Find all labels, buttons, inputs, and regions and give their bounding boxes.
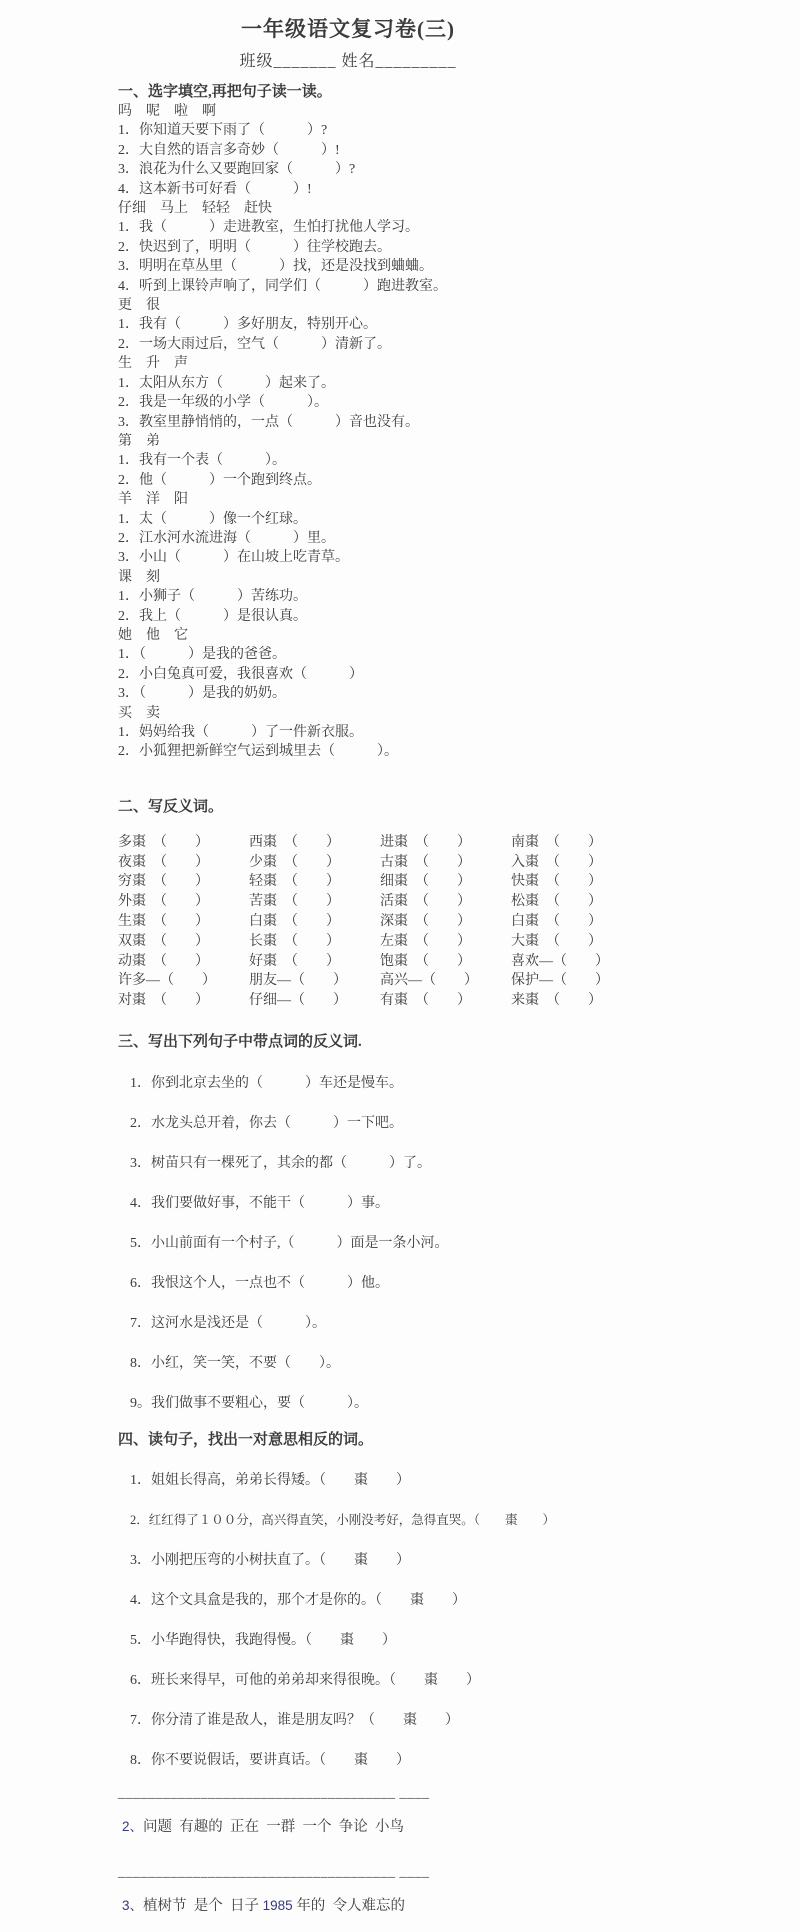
fill-blank-line: 1．我有（ ）多好朋友，特别开心。 xyxy=(118,317,377,333)
fill-blank-line: 1．太（ ）像一个红球。 xyxy=(118,511,307,527)
word-list: 问题 有趣的 正在 一群 一个 争论 小鸟 xyxy=(143,1818,405,1835)
antonym-cell: 白棗 （ ） xyxy=(511,914,602,929)
fill-blank-line: 1．我有一个表（ ）。 xyxy=(118,453,286,469)
fill-blank-line: 1．你知道天要下雨了（ ）? xyxy=(118,123,328,139)
fill-blank-line: 1．妈妈给我（ ）了一件新衣服。 xyxy=(118,725,363,740)
antonym-cell: 好棗 （ ） xyxy=(249,953,340,969)
antonym-cell: 穷棗 （ ） xyxy=(118,874,209,890)
antonym-cell: 细棗 （ ） xyxy=(380,874,471,890)
fill-blank-line: 4．这本新书可好看（ ）! xyxy=(118,181,312,197)
fill-blank-line: 买 卖 xyxy=(118,705,160,721)
fill-blank-line: 3．（ ）是我的奶奶。 xyxy=(118,686,286,702)
sentence-item: 7．你分清了谁是敌人，谁是朋友吗？（ 棗 ） xyxy=(130,1712,459,1728)
sentence-item: 8．你不要说假话，要讲真话。（ 棗 ） xyxy=(130,1752,410,1768)
item-number: 3、 xyxy=(122,1897,144,1913)
antonym-cell: 轻棗 （ ） xyxy=(249,874,340,890)
fill-blank-line: 2．小白兔真可爱，我很喜欢（ ） xyxy=(118,666,363,682)
worksheet-header xyxy=(118,16,578,72)
antonym-cell: 高兴—（ ） xyxy=(380,973,478,989)
fill-blank-line: 4．听到上课铃声响了，同学们（ ）跑进教室。 xyxy=(118,278,447,294)
sentence-item: 6．我恨这个人，一点也不（ ）他。 xyxy=(130,1275,389,1291)
antonym-cell: 许多—（ ） xyxy=(118,973,216,989)
antonym-cell: 松棗 （ ） xyxy=(511,894,602,910)
antonym-cell: 古棗 （ ） xyxy=(380,854,471,870)
fill-blank-line: 2．一场大雨过后，空气（ ）清新了。 xyxy=(118,336,391,352)
section-1-lines xyxy=(118,102,744,762)
word-list: 年的 令人难忘的 xyxy=(292,1897,406,1914)
fill-blank-line: 2．大自然的语言多奇妙（ ）! xyxy=(118,142,340,158)
year-value: 1985 xyxy=(262,1897,293,1913)
sentence-item: 3．树苗只有一棵死了，其余的都（ ）了。 xyxy=(130,1155,431,1171)
section-3-heading: 三、写出下列句子中带点词的反义词. xyxy=(118,1033,362,1050)
fill-blank-line: 3．小山（ ）在山坡上吃青草。 xyxy=(118,550,349,566)
antonym-cell: 少棗 （ ） xyxy=(249,854,340,870)
fill-blank-line: 生 升 声 xyxy=(118,356,188,372)
antonym-cell: 快棗 （ ） xyxy=(511,874,602,890)
section-2-heading: 二、写反义词。 xyxy=(118,798,224,815)
fill-blank-line: 2．江水河水流进海（ ）里。 xyxy=(118,530,335,546)
fill-blank-line: 1．小狮子（ ）苦练功。 xyxy=(118,589,307,605)
fill-blank-line: 1．我（ ）走进教室，生怕打扰他人学习。 xyxy=(118,220,419,236)
antonym-cell: 动棗 （ ） xyxy=(118,953,209,969)
antonym-cell: 大棗 （ ） xyxy=(511,933,602,949)
sentence-item: 4．这个文具盒是我的，那个才是你的。（ 棗 ） xyxy=(130,1592,466,1608)
sentence-item: 2．红红得了１００分，高兴得直笑，小刚没考好，急得直哭。（ 棗 ） xyxy=(130,1512,556,1527)
fill-blank-line: 3．教室里静悄悄的，一点（ ）音也没有。 xyxy=(118,414,419,430)
section-3-items xyxy=(118,1074,744,1413)
antonym-cell: 西棗 （ ） xyxy=(249,834,340,850)
fill-blank-line: 2．我是一年级的小学（ ）。 xyxy=(118,395,328,411)
antonym-cell: 活棗 （ ） xyxy=(380,894,471,910)
answer-underline: _____________________________________ ____ xyxy=(118,1864,430,1880)
antonym-cell: 南棗 （ ） xyxy=(511,834,602,850)
antonym-cell: 对棗 （ ） xyxy=(118,993,209,1009)
fill-blank-line: 1．太阳从东方（ ）起来了。 xyxy=(118,375,335,391)
answer-underline: _____________________________________ ____ xyxy=(118,1785,430,1801)
section-4-opposite-word-pairs xyxy=(118,1431,744,1770)
antonym-grid xyxy=(118,833,744,1011)
antonym-cell: 入棗 （ ） xyxy=(511,854,602,870)
antonym-cell: 外棗 （ ） xyxy=(118,894,209,910)
sentence-item: 2．水龙头总开着，你去（ ）一下吧。 xyxy=(130,1115,403,1131)
sentence-item: 8．小红，笑一笑，不要（ ）。 xyxy=(130,1355,340,1371)
fill-blank-line: 3．浪花为什么又要跑回家（ ）? xyxy=(118,162,356,178)
antonym-cell: 保护—（ ） xyxy=(511,973,609,989)
sentence-item: 1．姐姐长得高，弟弟长得矮。（ 棗 ） xyxy=(130,1472,410,1488)
word-arrange-line-3 xyxy=(118,1896,744,1916)
sentence-item: 6．班长来得早，可他的弟弟却来得很晚。（ 棗 ） xyxy=(130,1672,480,1688)
antonym-cell: 长棗 （ ） xyxy=(249,933,340,949)
antonym-cell: 朋友—（ ） xyxy=(249,973,347,989)
fill-blank-line: 仔细 马上 轻轻 赶快 xyxy=(118,201,272,217)
fill-blank-line: 2．小狐狸把新鲜空气运到城里去（ ）。 xyxy=(118,744,398,760)
fill-blank-line: 吗 呢 啦 啊 xyxy=(118,104,216,119)
fill-blank-line: 3．明明在草丛里（ ）找，还是没找到蛐蛐。 xyxy=(118,259,433,275)
sentence-item: 5．小山前面有一个村子,（ ）面是一条小河。 xyxy=(130,1235,449,1251)
section-1-heading: 一、选字填空,再把句子读一读。 xyxy=(118,84,332,100)
word-list: 植树节 是个 日子 xyxy=(143,1897,263,1914)
section-1-fill-in-characters xyxy=(118,83,744,762)
antonym-cell: 来棗 （ ） xyxy=(511,993,602,1009)
word-arrange-line-2 xyxy=(118,1817,744,1837)
antonym-cell: 深棗 （ ） xyxy=(380,914,471,929)
fill-blank-line: 2．快迟到了，明明（ ）往学校跑去。 xyxy=(118,239,391,255)
section-2-antonyms xyxy=(118,798,744,1011)
antonym-cell: 饱棗 （ ） xyxy=(380,953,471,969)
sentence-item: 1．你到北京去坐的（ ）车还是慢车。 xyxy=(130,1075,403,1091)
antonym-cell: 进棗 （ ） xyxy=(380,834,471,850)
fill-blank-line: 2．我上（ ）是很认真。 xyxy=(118,608,307,624)
antonym-cell: 生棗 （ ） xyxy=(118,914,209,929)
fill-blank-line: 2．他（ ）一个跑到终点。 xyxy=(118,472,321,488)
antonym-cell: 仔细—（ ） xyxy=(249,993,347,1009)
antonym-cell: 夜棗 （ ） xyxy=(118,854,209,870)
antonym-cell: 喜欢—（ ） xyxy=(511,953,609,969)
fill-blank-line: 羊 洋 阳 xyxy=(118,492,188,508)
fill-blank-line: 第 弟 xyxy=(118,433,160,449)
antonym-cell: 白棗 （ ） xyxy=(249,914,340,929)
sentence-item: 3．小刚把压弯的小树扶直了。（ 棗 ） xyxy=(130,1552,410,1568)
sentence-item: 5．小华跑得快，我跑得慢。（ 棗 ） xyxy=(130,1632,396,1648)
antonym-cell: 多棗 （ ） xyxy=(118,834,209,850)
page-title: 一年级语文复习卷(三) xyxy=(241,17,455,41)
antonym-cell: 左棗 （ ） xyxy=(380,933,471,949)
bottom-exercises xyxy=(118,1784,744,1916)
class-name-line: 班级_______ 姓名_________ xyxy=(239,53,457,70)
sentence-item: 7．这河水是浅还是（ ）。 xyxy=(130,1315,326,1331)
antonym-cell: 有棗 （ ） xyxy=(380,993,471,1009)
section-4-heading: 四、读句子，找出一对意思相反的词。 xyxy=(118,1431,374,1448)
section-3-dotted-word-antonyms xyxy=(118,1033,744,1413)
item-number: 2、 xyxy=(122,1818,144,1834)
fill-blank-line: 1．（ ）是我的爸爸。 xyxy=(118,647,286,663)
sentence-item: 4．我们要做好事，不能干（ ）事。 xyxy=(130,1195,389,1211)
antonym-cell: 双棗 （ ） xyxy=(118,933,209,949)
antonym-cell: 苦棗 （ ） xyxy=(249,894,340,910)
section-4-items xyxy=(118,1471,744,1770)
sentence-item: 9。我们做事不要粗心，要（ ）。 xyxy=(130,1395,368,1411)
fill-blank-line: 更 很 xyxy=(118,298,160,314)
fill-blank-line: 她 他 它 xyxy=(118,627,188,643)
fill-blank-line: 课 刻 xyxy=(118,569,160,585)
